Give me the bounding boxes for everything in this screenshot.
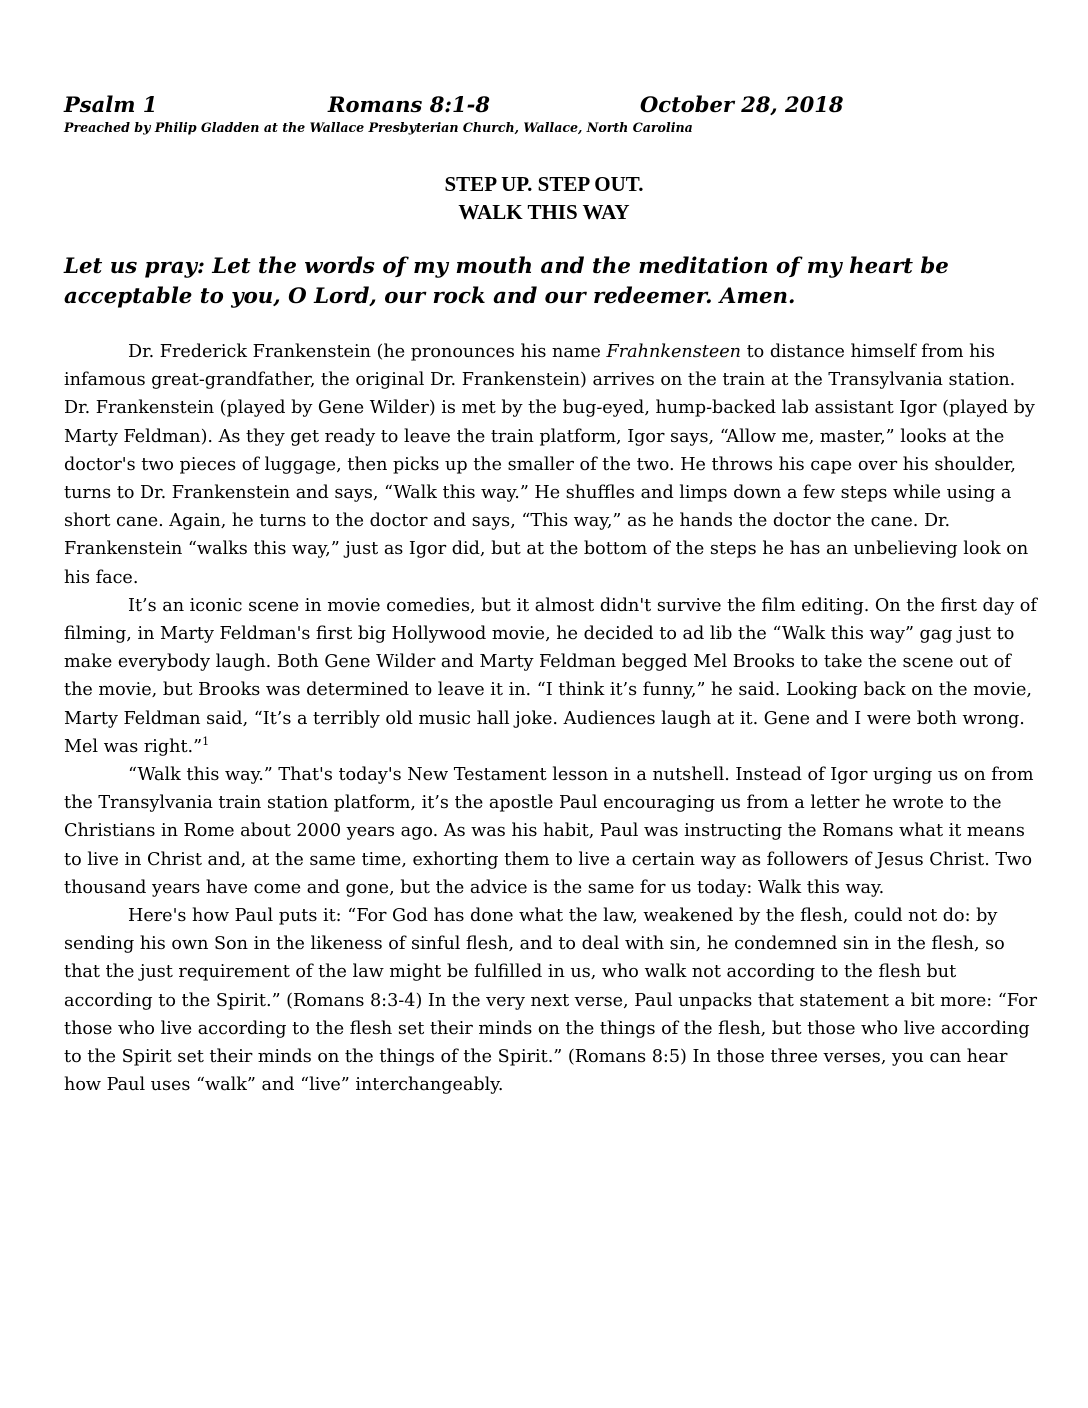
- paragraph-1: Dr. Frederick Frankenstein (he pronounces his name Frahnkensteen to distance himself from his infamous great-grandfather, the original Dr. Frankenstein) arrives on the train at the Transylvania station. Dr. Frankenstein (played by Gene Wilder) is met by the bug-eyed, hump-backed lab assistant Igor (played by Marty Feldman). As they get ready to leave the train platform, Igor says, “Allow me, master,” looks at the doctor's two pieces of luggage, then picks up the smaller of the two. He throws his cape over his shoulder, turns to Dr. Frankenstein and says, “Walk this way.” He shuffles and limps down a few steps while using a short cane. Again, he turns to the doctor and says, “This way,” as he hands the doctor the cane. Dr. Frankenstein “walks this way,” just as Igor did, but at the bottom of the steps he has an unbelieving look on his face.: [64, 342, 1035, 588]
- paragraph-2: It’s an iconic scene in movie comedies, but it almost didn't survive the film editing. On the first day of filming, in Marty Feldman's first big Hollywood movie, he decided to ad lib the “Walk this way” gag just to make everybody laugh. Both Gene Wilder and Marty Feldman begged Mel Brooks to take the scene out of the movie, but Brooks was determined to leave it in. “I think it’s funny,” he said. Looking back on the movie, Marty Feldman said, “It’s a terribly old music hall joke. Audiences laugh at it. Gene and I were both wrong. Mel was right.”$^1$: [64, 595, 1037, 757]
- romans-reference: Romans 8:1-8: [328, 92, 490, 117]
- emphasis-name: Frahnkensteen: [606, 342, 741, 362]
- footnote-marker[interactable]: 1: [202, 734, 210, 748]
- sermon-date: October 28, 2018: [640, 92, 844, 117]
- paragraph-4: Here's how Paul puts it: “For God has done what the law, weakened by the flesh, could not do: by sending his own Son in the likeness of sinful flesh, and to deal with sin, he condemned sin in the flesh, so that the just requirement of the law might be fulfilled in us, who walk not according to the flesh but according to the Spirit.” (Romans 8:3-4) In the very next verse, Paul unpacks that statement a bit more: “For those who live according to the flesh set their minds on the things of the flesh, but those who live according to the Spirit set their minds on the things of the Spirit.” (Romans 8:5) In those three verses, you can hear how Paul uses “walk” and “live” interchangeably.: [64, 906, 1038, 1096]
- sermon-body: [64, 338, 1039, 1099]
- title-line-1: STEP UP. STEP OUT.: [444, 172, 644, 196]
- opening-prayer: Let us pray: Let the words of my mouth and the meditation of my heart be acceptable to you, O Lord, our rock and our redeemer. Amen.: [64, 254, 949, 309]
- preacher-line: Preached by Philip Gladden at the Wallace Presbyterian Church, Wallace, North Carolina: [64, 120, 693, 135]
- psalm-reference: Psalm 1: [64, 92, 158, 117]
- paragraph-3: “Walk this way.” That's today's New Testament lesson in a nutshell. Instead of Igor urging us on from the Transylvania train station platform, it’s the apostle Paul encouraging us from a letter he wrote to the Christians in Rome about 2000 years ago. As was his habit, Paul was instructing the Romans what it means to live in Christ and, at the same time, exhorting them to live a certain way as followers of Jesus Christ. Two thousand years have come and gone, but the advice is the same for us today: Walk this way.: [64, 765, 1034, 898]
- title-line-2: WALK THIS WAY: [458, 200, 630, 224]
- sermon-title: [0, 170, 1088, 226]
